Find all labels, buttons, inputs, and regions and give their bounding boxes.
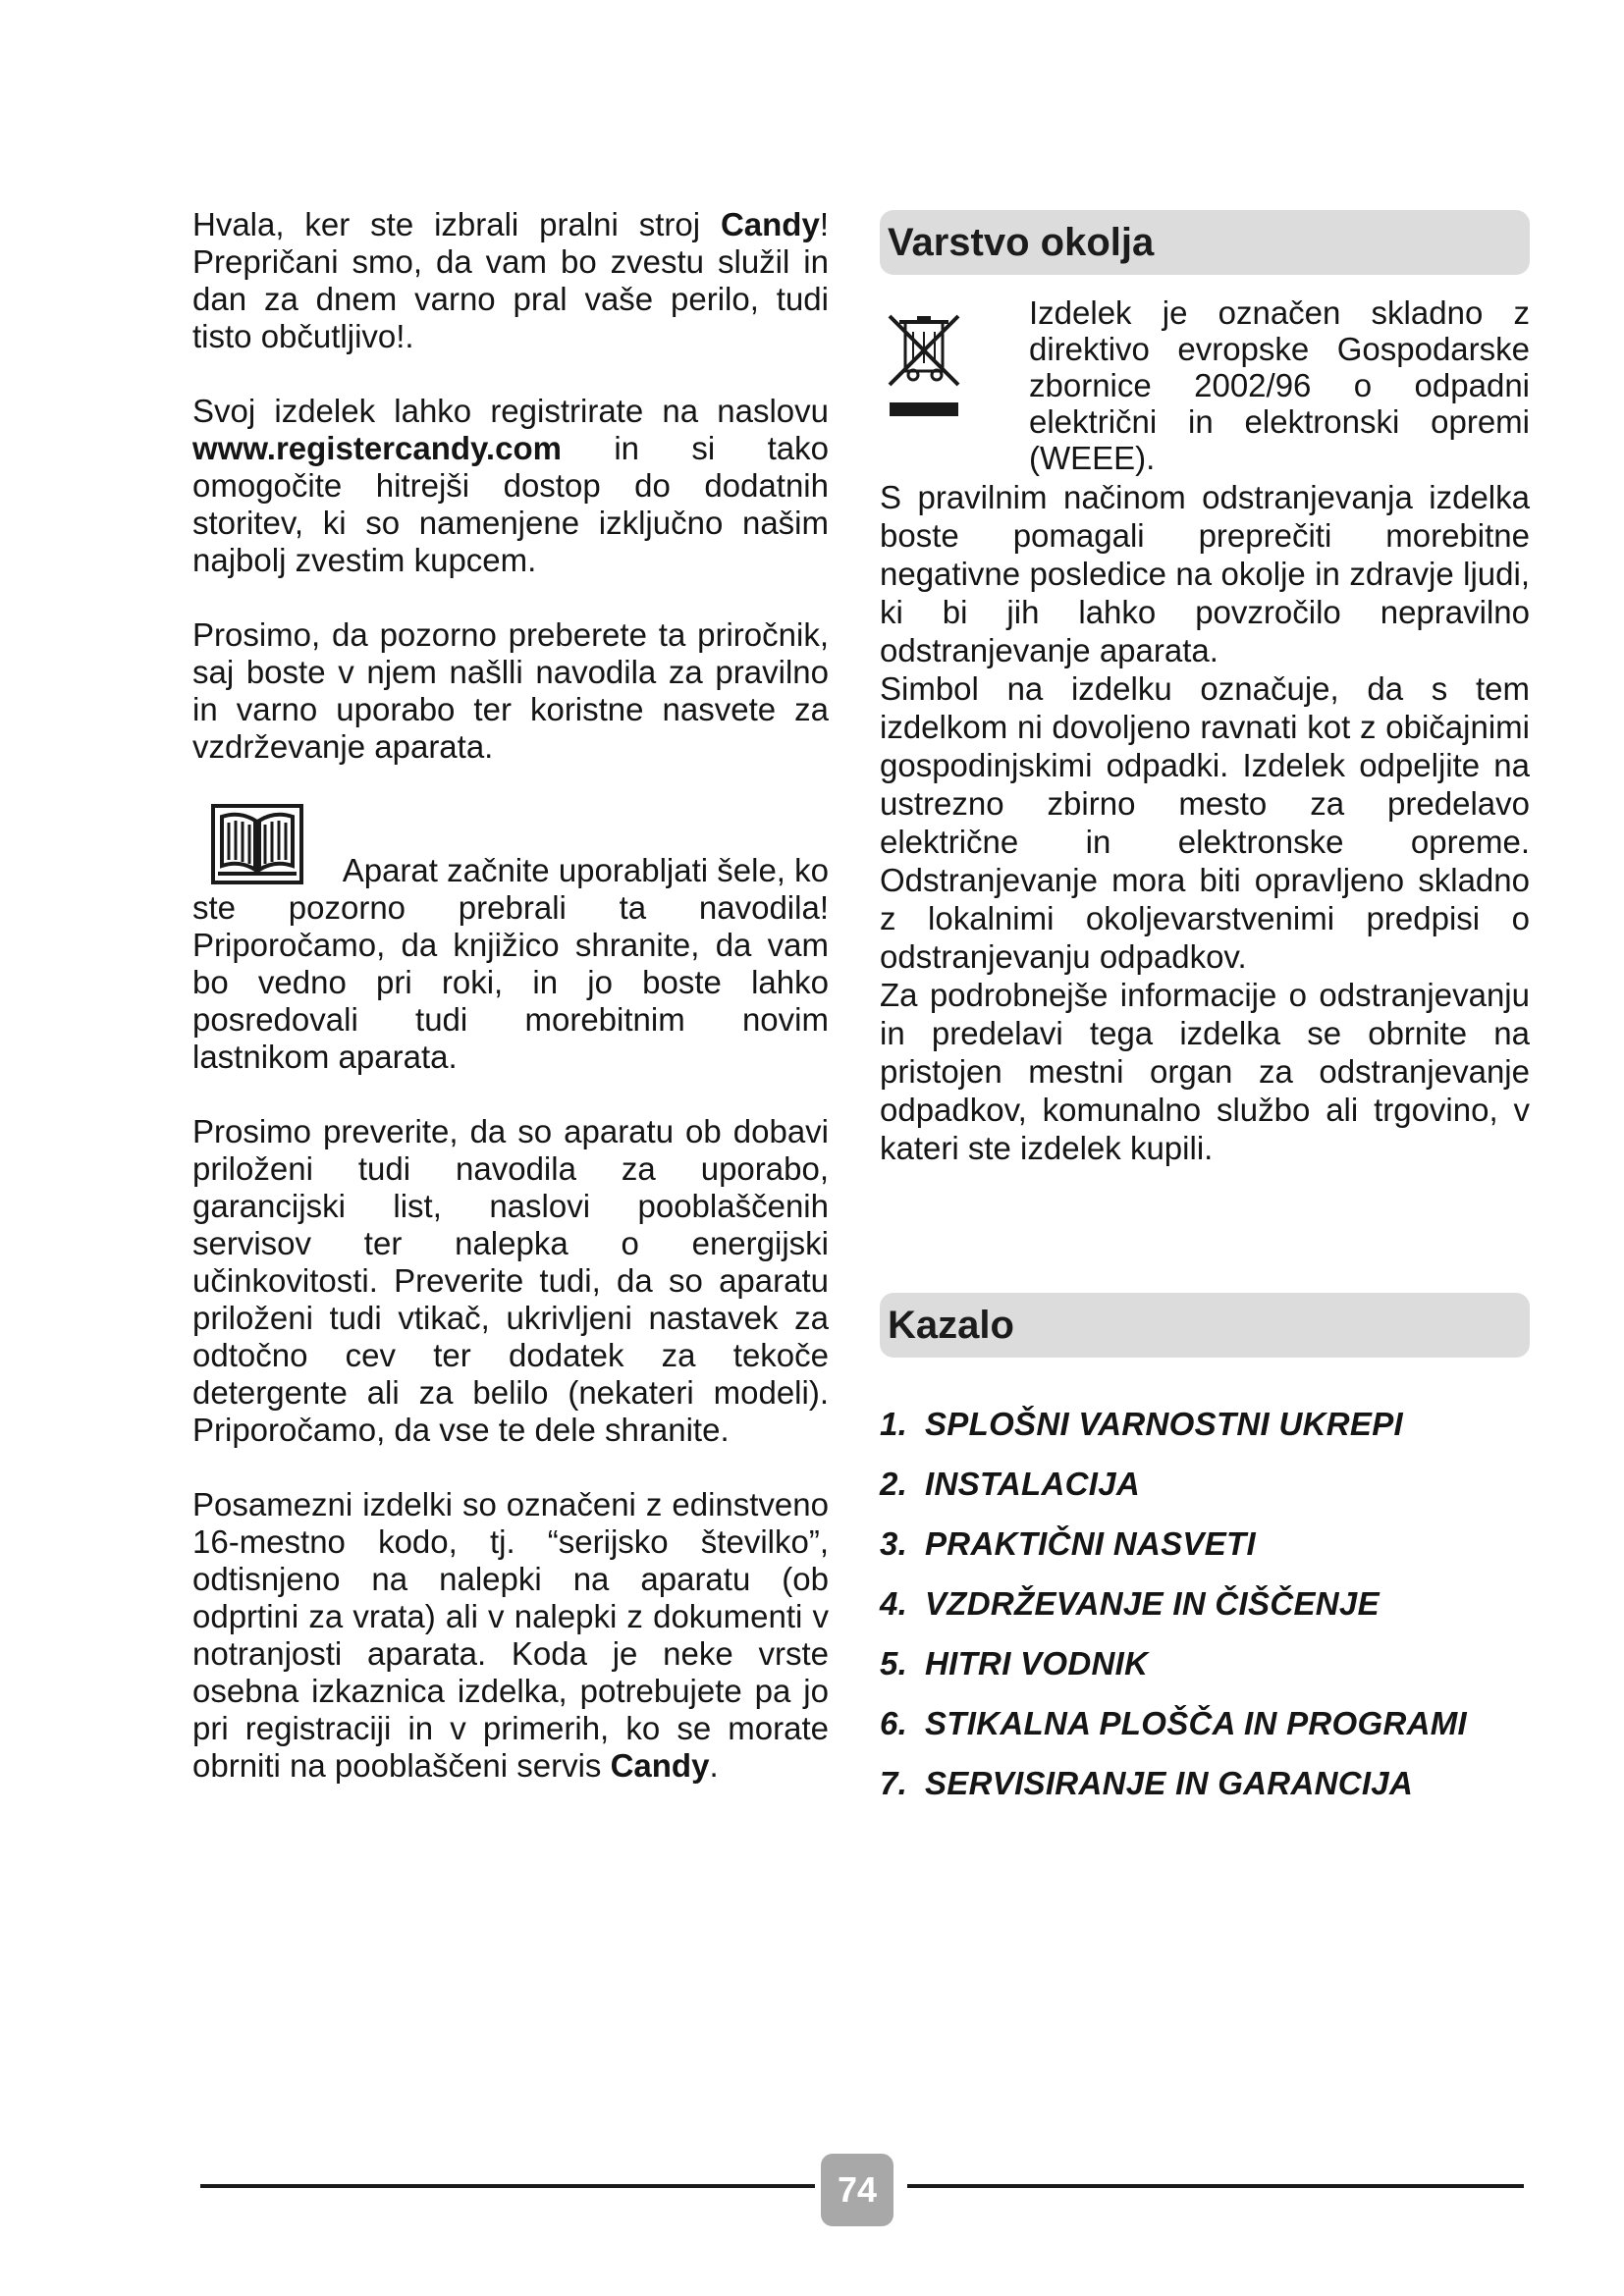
toc-item[interactable]: 7. SERVISIRANJE IN GARANCIJA (880, 1765, 1414, 1801)
toc-item[interactable]: 5. HITRI VODNIK (880, 1645, 1149, 1682)
contents-heading: Kazalo (880, 1293, 1530, 1358)
toc-item[interactable]: 2. INSTALACIJA (880, 1466, 1141, 1502)
toc-item[interactable]: 4. VZDRŽEVANJE IN ČIŠČENJE (880, 1585, 1380, 1622)
environment-heading: Varstvo okolja (880, 210, 1530, 275)
serial-text-end: . (709, 1747, 719, 1784)
brand-name: Candy (720, 206, 820, 242)
page-number: 74 (821, 2154, 893, 2226)
read-manual-paragraph: Prosimo, da pozorno preberete ta priročnik, saj boste v njem našlli navodila za pravilno in varno uporabo ter koristne nasvete za vzdrževanje aparata. (192, 616, 829, 765)
footer-rule-left (200, 2184, 815, 2188)
register-text: Svoj izdelek lahko registrirate na naslovu (192, 393, 829, 429)
toc-item[interactable]: 3. PRAKTIČNI NASVETI (880, 1525, 1256, 1562)
footer-rule-right (907, 2184, 1524, 2188)
toc-item[interactable]: 1. SPLOŠNI VARNOSTNI UKREPI (880, 1406, 1403, 1442)
right-column (880, 210, 1530, 1824)
intro-text-end: ! Prepričani smo, da vam bo zvestu služil in dan za dnem varno pral vaše perilo, tudi tisto občutljivo!. (192, 206, 829, 354)
table-of-contents (880, 1405, 1530, 1803)
check-contents-paragraph: Prosimo preverite, da so aparatu ob dobavi priloženi tudi navodila za uporabo, garancijski list, naslovi pooblaščenih servisov ter nalepka o energijski učinkovitosti. Preverite tudi, da so aparatu priloženi tudi vtikač, ukrivljeni nastavek za odtočno cev ter dodatek za tekoče detergente ali za belilo (nekateri modeli). Priporočamo, da vse te dele shranite. (192, 1113, 829, 1448)
manual-text: ste pozorno prebrali ta navodila! Priporočamo, da knjižico shranite, da vam bo vedno pri roki, in jo boste lahko posredovali tudi morebitnim novim lastnikom aparata. (192, 889, 829, 1075)
crossed-out-wheelie-bin-icon (880, 294, 1029, 476)
serial-text: Posamezni izdelki so označeni z edinstveno 16-mestno kodo, tj. “serijsko številko”, odtisnjeno na nalepki na aparatu (ob odprtini za vrata) ali v nalepki z dokumenti v notranjosti aparata. Koda je neke vrste osebna izkaznica izdelka, potrebujete pa jo pri registraciji in v primerih, ko se morate obrniti na pooblaščeni servis (192, 1486, 829, 1784)
environment-paragraph-3: Za podrobnejše informacije o odstranjevanju in predelavi tega izdelka se obrnite na pristojen mestni organ za odstranjevanje odpadkov, komunalno službo ali trgovino, v kateri ste izdelek kupili. (880, 977, 1530, 1166)
left-column (192, 206, 829, 1822)
register-paragraph (192, 393, 829, 579)
register-text-end: in si tako omogočite hitrejši dostop do dodatnih storitev, ki so namenjene izključno našim najbolj zvestim kupcem. (192, 430, 829, 578)
serial-paragraph (192, 1486, 829, 1785)
toc-item[interactable]: 6. STIKALNA PLOŠČA IN PROGRAMI (880, 1705, 1467, 1741)
register-url-link[interactable]: www.registercandy.com (192, 430, 562, 466)
brand-name-serial: Candy (610, 1747, 710, 1784)
intro-text: Hvala, ker ste izbrali pralni stroj (192, 206, 721, 242)
weee-text: Izdelek je označen skladno z direktivo evropske Gospodarske zbornice 2002/96 o odpadni električni in elektronski opremi (WEEE). (1029, 294, 1530, 476)
manual-first-line: Aparat začnite uporabljati šele, ko (342, 852, 829, 888)
manual-notice (192, 803, 829, 1076)
environment-paragraph-2: Simbol na izdelku označuje, da s tem izdelkom ni dovoljeno ravnati kot z običajnimi gospodinjskimi odpadki. Izdelek odpeljite na ustrezno zbirno mesto za predelavo električne in elektronske opreme. Odstranjevanje mora biti opravljeno skladno z lokalnimi okoljevarstvenimi predpisi o odstranjevanju odpadkov. (880, 670, 1530, 975)
weee-notice (880, 294, 1530, 476)
intro-paragraph (192, 206, 829, 355)
open-book-icon (210, 803, 316, 889)
environment-paragraph-1: S pravilnim načinom odstranjevanja izdelka boste pomagali preprečiti morebitne negativne posledice na okolje in zdravje ljudi, ki bi jih lahko povzročilo nepravilno odstranjevanje aparata. (880, 479, 1530, 668)
